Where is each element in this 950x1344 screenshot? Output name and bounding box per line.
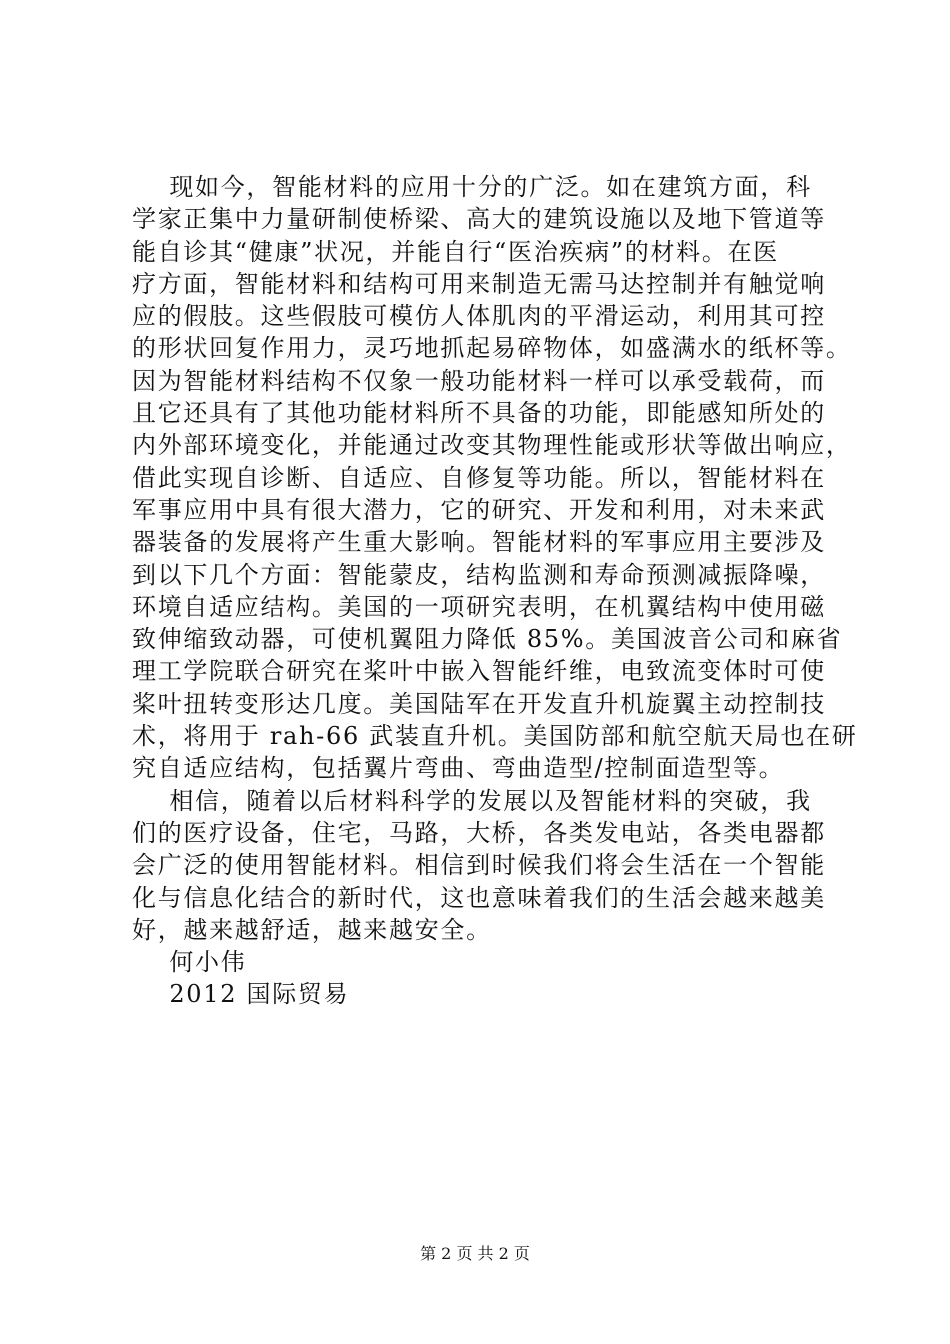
text-line: 能自诊其“健康”状况，并能自行“医治疾病”的材料。在医 bbox=[132, 237, 779, 266]
text-line: 学家正集中力量研制使桥梁、高大的建筑设施以及地下管道等 bbox=[132, 205, 826, 234]
text-line: 现如今，智能材料的应用十分的广泛。如在建筑方面，科 bbox=[132, 173, 812, 201]
text-line: 且它还具有了其他功能材料所不具备的功能，即能感知所处的 bbox=[132, 399, 826, 428]
text-line: 好，越来越舒适，越来越安全。 bbox=[132, 915, 492, 944]
text-line: 环境自适应结构。美国的一项研究表明，在机翼结构中使用磁 bbox=[132, 592, 826, 621]
page-indicator: 第 2 页 共 2 页 bbox=[420, 1244, 530, 1263]
text-line: 化与信息化结合的新时代，这也意味着我们的生活会越来越美 bbox=[132, 883, 826, 912]
text-line: 应的假肢。这些假肢可模仿人体肌肉的平滑运动，利用其可控 bbox=[132, 302, 826, 331]
text-line: 的形状回复作用力，灵巧地抓起易碎物体，如盛满水的纸杯等。 bbox=[132, 334, 852, 363]
author-class: 2012 国际贸易 bbox=[132, 980, 350, 1009]
text-line: 疗方面，智能材料和结构可用来制造无需马达控制并有触觉响 bbox=[132, 269, 826, 298]
text-line: 术，将用于 rah-66 武装直升机。美国防部和航空航天局也在研 bbox=[132, 722, 858, 751]
text-line: 到以下几个方面：智能蒙皮，结构监测和寿命预测减振降噪， bbox=[132, 560, 826, 589]
text-line: 相信，随着以后材料科学的发展以及智能材料的突破，我 bbox=[132, 786, 812, 815]
text-line: 内外部环境变化，并能通过改变其物理性能或形状等做出响应， bbox=[132, 431, 852, 460]
text-line: 军事应用中具有很大潜力，它的研究、开发和利用，对未来武 bbox=[132, 495, 826, 524]
text-line: 究自适应结构，包括翼片弯曲、弯曲造型/控制面造型等。 bbox=[132, 754, 785, 783]
document-body bbox=[132, 171, 858, 1011]
text-line: 器装备的发展将产生重大影响。智能材料的军事应用主要涉及 bbox=[132, 528, 826, 557]
text-line: 们的医疗设备，住宅，马路，大桥，各类发电站，各类电器都 bbox=[132, 818, 826, 847]
text-line: 借此实现自诊断、自适应、自修复等功能。所以，智能材料在 bbox=[132, 463, 826, 492]
text-line: 因为智能材料结构不仅象一般功能材料一样可以承受载荷，而 bbox=[132, 366, 826, 395]
page-footer bbox=[0, 1243, 950, 1265]
text-line: 理工学院联合研究在桨叶中嵌入智能纤维，电致流变体时可使 bbox=[132, 657, 826, 686]
text-line: 桨叶扭转变形达几度。美国陆军在开发直升机旋翼主动控制技 bbox=[132, 689, 826, 718]
text-line: 会广泛的使用智能材料。相信到时候我们将会生活在一个智能 bbox=[132, 851, 826, 880]
text-line: 致伸缩致动器，可使机翼阻力降低 85%。美国波音公司和麻省 bbox=[132, 625, 843, 654]
author-name: 何小伟 bbox=[132, 948, 247, 977]
